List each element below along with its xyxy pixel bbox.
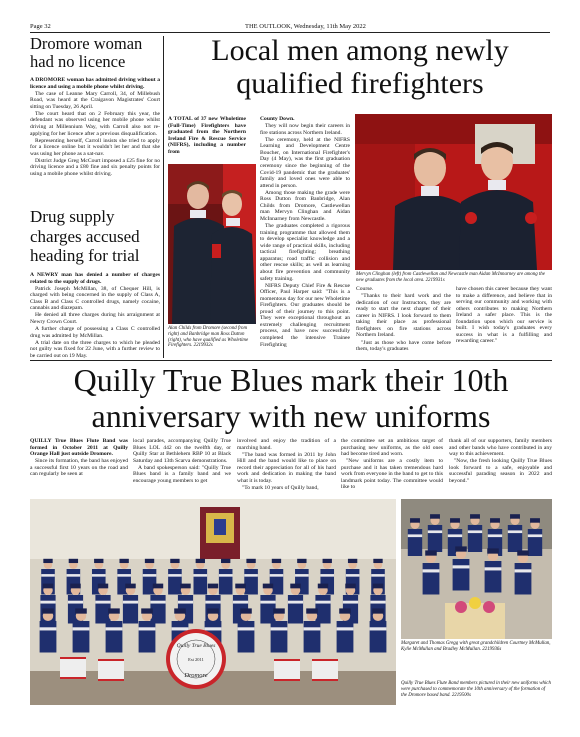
quilly-headline-line2: anniversary with new uniforms	[91, 398, 491, 434]
drugs-p1: Patrick Joseph McMillan, 38, of Chequer Hill, is charged with being concerned in the supply of Class A, Class B and Class C controlled drugs, namely cocaine, cannabis and diazepam.	[30, 285, 160, 312]
fire-col2-p1: They will now begin their careers in fire stations across Northern Ireland.	[260, 123, 350, 136]
family-photo	[401, 499, 552, 639]
dromore-p4: District Judge Greg McCourt imposed a £25 fine for no driving licence and a £80 fine and six penalty points for using a mobile phone whilst driving.	[30, 157, 160, 178]
band-group-image	[30, 499, 396, 705]
quilly-col4-p1: "New uniforms are a costly item to purchase and it has taken tremendous hard work from everyone in the band to get to this landmark point today. The committee would like to	[341, 458, 443, 491]
quilly-col2-p0: local parades, accompanying Quilly True Blues LOL 442 on the twelfth day, or Quilly Star at Bethlehem RBP 10 at Black Saturday and 13th Scarva demonstrations.	[133, 438, 231, 464]
quilly-col3-p1: "The band was formed in 2011 by John Hill and the band would like to place on record their appreciation for all of his hard work and dedication in making the band what it is today.	[237, 451, 336, 484]
newspaper-dateline: THE OUTLOOK, Wednesday, 11th May 2022	[245, 23, 366, 30]
quilly-col3	[237, 438, 336, 496]
firefighters-headline	[168, 34, 552, 100]
drugs-p0: A NEWRY man has denied a number of charges related to the supply of drugs.	[30, 272, 160, 285]
drum-text-top: Quilly True Blues	[176, 643, 216, 649]
fire-col2	[260, 116, 350, 356]
fire-col4	[456, 286, 552, 358]
quilly-headline	[30, 362, 552, 434]
fire-col4-p0: have chosen this career because they want to make a difference, and believe that in serving our community and working with others contributes to making Northern Ireland a safer place. This is the foundation upon which our service is built. I wish today's graduates every success in what is a fulfilling and rewarding career."	[456, 286, 552, 345]
quilly-col5-p1: "Now, the fresh looking Quilly True Blues look forward to a safe, enjoyable and successful parading season in 2022 and beyond."	[449, 458, 552, 484]
quilly-col1-p1: Since its formation, the band has enjoyed a successful first 10 years on the road and can regularly be seen at	[30, 458, 128, 478]
dromore-p3: Representing herself, Carroll insists she tried to apply for a licence online but it wouldn't let her and that she was using her phone as a sat-nav.	[30, 137, 160, 157]
dromore-headline-text: Dromore woman had no licence	[30, 34, 143, 71]
quilly-col3-p2: "To mark 10 years of Quilly band,	[242, 485, 319, 492]
band-group-photo	[30, 499, 396, 705]
fire-intro	[168, 116, 246, 164]
quilly-col2	[133, 438, 231, 496]
drum-text-year: Est 2011	[188, 657, 204, 662]
page-header	[30, 23, 550, 33]
dromore-p0: A DROMORE woman has admitted driving without a licence and using a mobile phone whilst driving.	[30, 77, 160, 90]
firefighters-headline-line1: Local men among newly	[211, 34, 509, 67]
drugs-p2: He denied all three charges during his arraignment at Newry Crown Court.	[30, 312, 160, 326]
firefighters-caption-left: Alan Childs from Dromore (second from right) and Banbridge man Ross Dutton (right), who have qualified as Wholetime Firefighters. 2219932s	[168, 326, 249, 349]
quilly-col5	[449, 438, 552, 496]
firefighters-headline-line2: qualified firefighters	[236, 67, 484, 100]
family-caption: Margaret and Thomas Gregg with great grandchildren Courtney McMullan, Kylie McMullan and Bradley McMullan. 2219936s	[401, 641, 551, 652]
quilly-col1-p0: QUILLY True Blues Flute Band was formed in October 2011 at Quilly Orange Hall just outside Dromore.	[30, 438, 128, 458]
fire-col3-p2: "Just as those who have come before them, today's graduates	[356, 339, 451, 353]
fire-col2-p2: The ceremony, held at the NIFRS Learning and Development Centre Boucher, on International Firefighter's Day (4 May), was the first graduation ceremony since the beginning of the Covid-19 pandemic that the graduates' family and loved ones were able to attend in person.	[260, 136, 350, 189]
firefighters-right-image	[355, 114, 552, 270]
drum-text-bottom: Dromore	[184, 672, 208, 679]
dromore-p2: The court heard that on 2 February this year, the defendant was observed using her mobile phone whilst driving at Millennium Way, with Carroll also not re-applying for her licence after a previous disqualification.	[30, 110, 160, 137]
dromore-headline	[30, 35, 165, 70]
drugs-body	[30, 272, 160, 358]
quilly-headline-line1: Quilly True Blues mark their 10th	[73, 362, 509, 398]
column-divider	[163, 36, 164, 358]
section-divider	[30, 360, 552, 361]
family-image	[401, 499, 552, 639]
dromore-body	[30, 77, 160, 197]
drugs-headline-text: Drug supply charges accused heading for trial	[30, 207, 140, 265]
drugs-p3: A further charge of possessing a Class C controlled drug was admitted by McMillan.	[30, 326, 160, 339]
fire-col2-p5: NIFRS Deputy Chief Fire & Rescue Officer, Paul Harper said: "This is a momentous day for our new Wholetime Firefighters. Our graduates should be proud of their journey to this point. They were exceptional throughout an extremely challenging recruitment process, and have now successfully completed the intensive Trainee Firefighting	[260, 282, 350, 348]
fire-col3-p1: "Thanks to their hard work and the dedication of our Instructors, they are ready to start the next chapter of their career in NIFRS. I look forward to them taking their place as professional firefighters on fire stations across Northern Ireland.	[356, 293, 451, 339]
band-caption: Quilly True Blues Flute Band members pictured in their new uniforms which were purchased to commemorate the 10th anniversary of the formation of the Dromore based band. 2219500s	[401, 681, 551, 698]
quilly-col2-p1: A band spokesperson said: "Quilly True Blues band is a family band and we encourage young members to get	[133, 464, 231, 484]
fire-col1-p0: A TOTAL of 37 new Wholetime (Full-Time) Firefighters have graduated from the Northern Ireland Fire & Rescue Service (NIFRS), including a number from	[168, 116, 246, 155]
fire-col3	[356, 286, 451, 358]
fire-col2-p4: The graduates completed a rigorous training programme that allowed them to develop specialist knowledge and a wide range of practical skills, including tactical firefighting; breathing apparatus; road traffic collision and other rescue skills; as well as learning about fire prevention and community safety training.	[260, 223, 350, 282]
page-number: Page 32	[30, 23, 51, 30]
quilly-col5-p0: thank all of our supporters, family members and other bands who have contributed in any way to this achievement.	[449, 438, 552, 458]
firefighters-photo-right	[355, 114, 552, 270]
fire-col3-p0: Course.	[356, 286, 374, 292]
firefighters-photo-left	[168, 164, 256, 324]
drugs-headline	[30, 207, 165, 266]
quilly-col3-p0: involved and enjoy the tradition of a marching band.	[237, 438, 336, 451]
drugs-p4: A trial date on the three charges to which he pleaded not guilty was fixed for 22 June, with a further review to be carried out on 19 May.	[30, 339, 160, 358]
quilly-col4-p0: the committee set an ambitious target of purchasing new uniforms, as the old ones had become tired and worn.	[341, 438, 443, 458]
firefighters-caption-right: Mervyn Clinghan (left) from Castlewellan and Newcastle man Aidan McInnarney are among the new graduates from the local area. 2219931s	[356, 272, 545, 283]
dromore-p1: The case of Leanne Mary Carroll, 34, of Millebush Road, was heard at the Craigavon Magistrates' Court sitting on Tuesday, 26 April.	[30, 90, 160, 110]
quilly-col1	[30, 438, 128, 496]
fire-col2-p0: County Down.	[260, 116, 295, 122]
fire-col2-p3: Among those making the grade were Ross Dutton from Banbridge, Alan Childs from Dromore, Castlewellan man Mervyn Clinghan and Aidan McInnarney from Newcastle.	[260, 189, 350, 222]
firefighters-left-image	[168, 164, 256, 324]
quilly-col4	[341, 438, 443, 496]
